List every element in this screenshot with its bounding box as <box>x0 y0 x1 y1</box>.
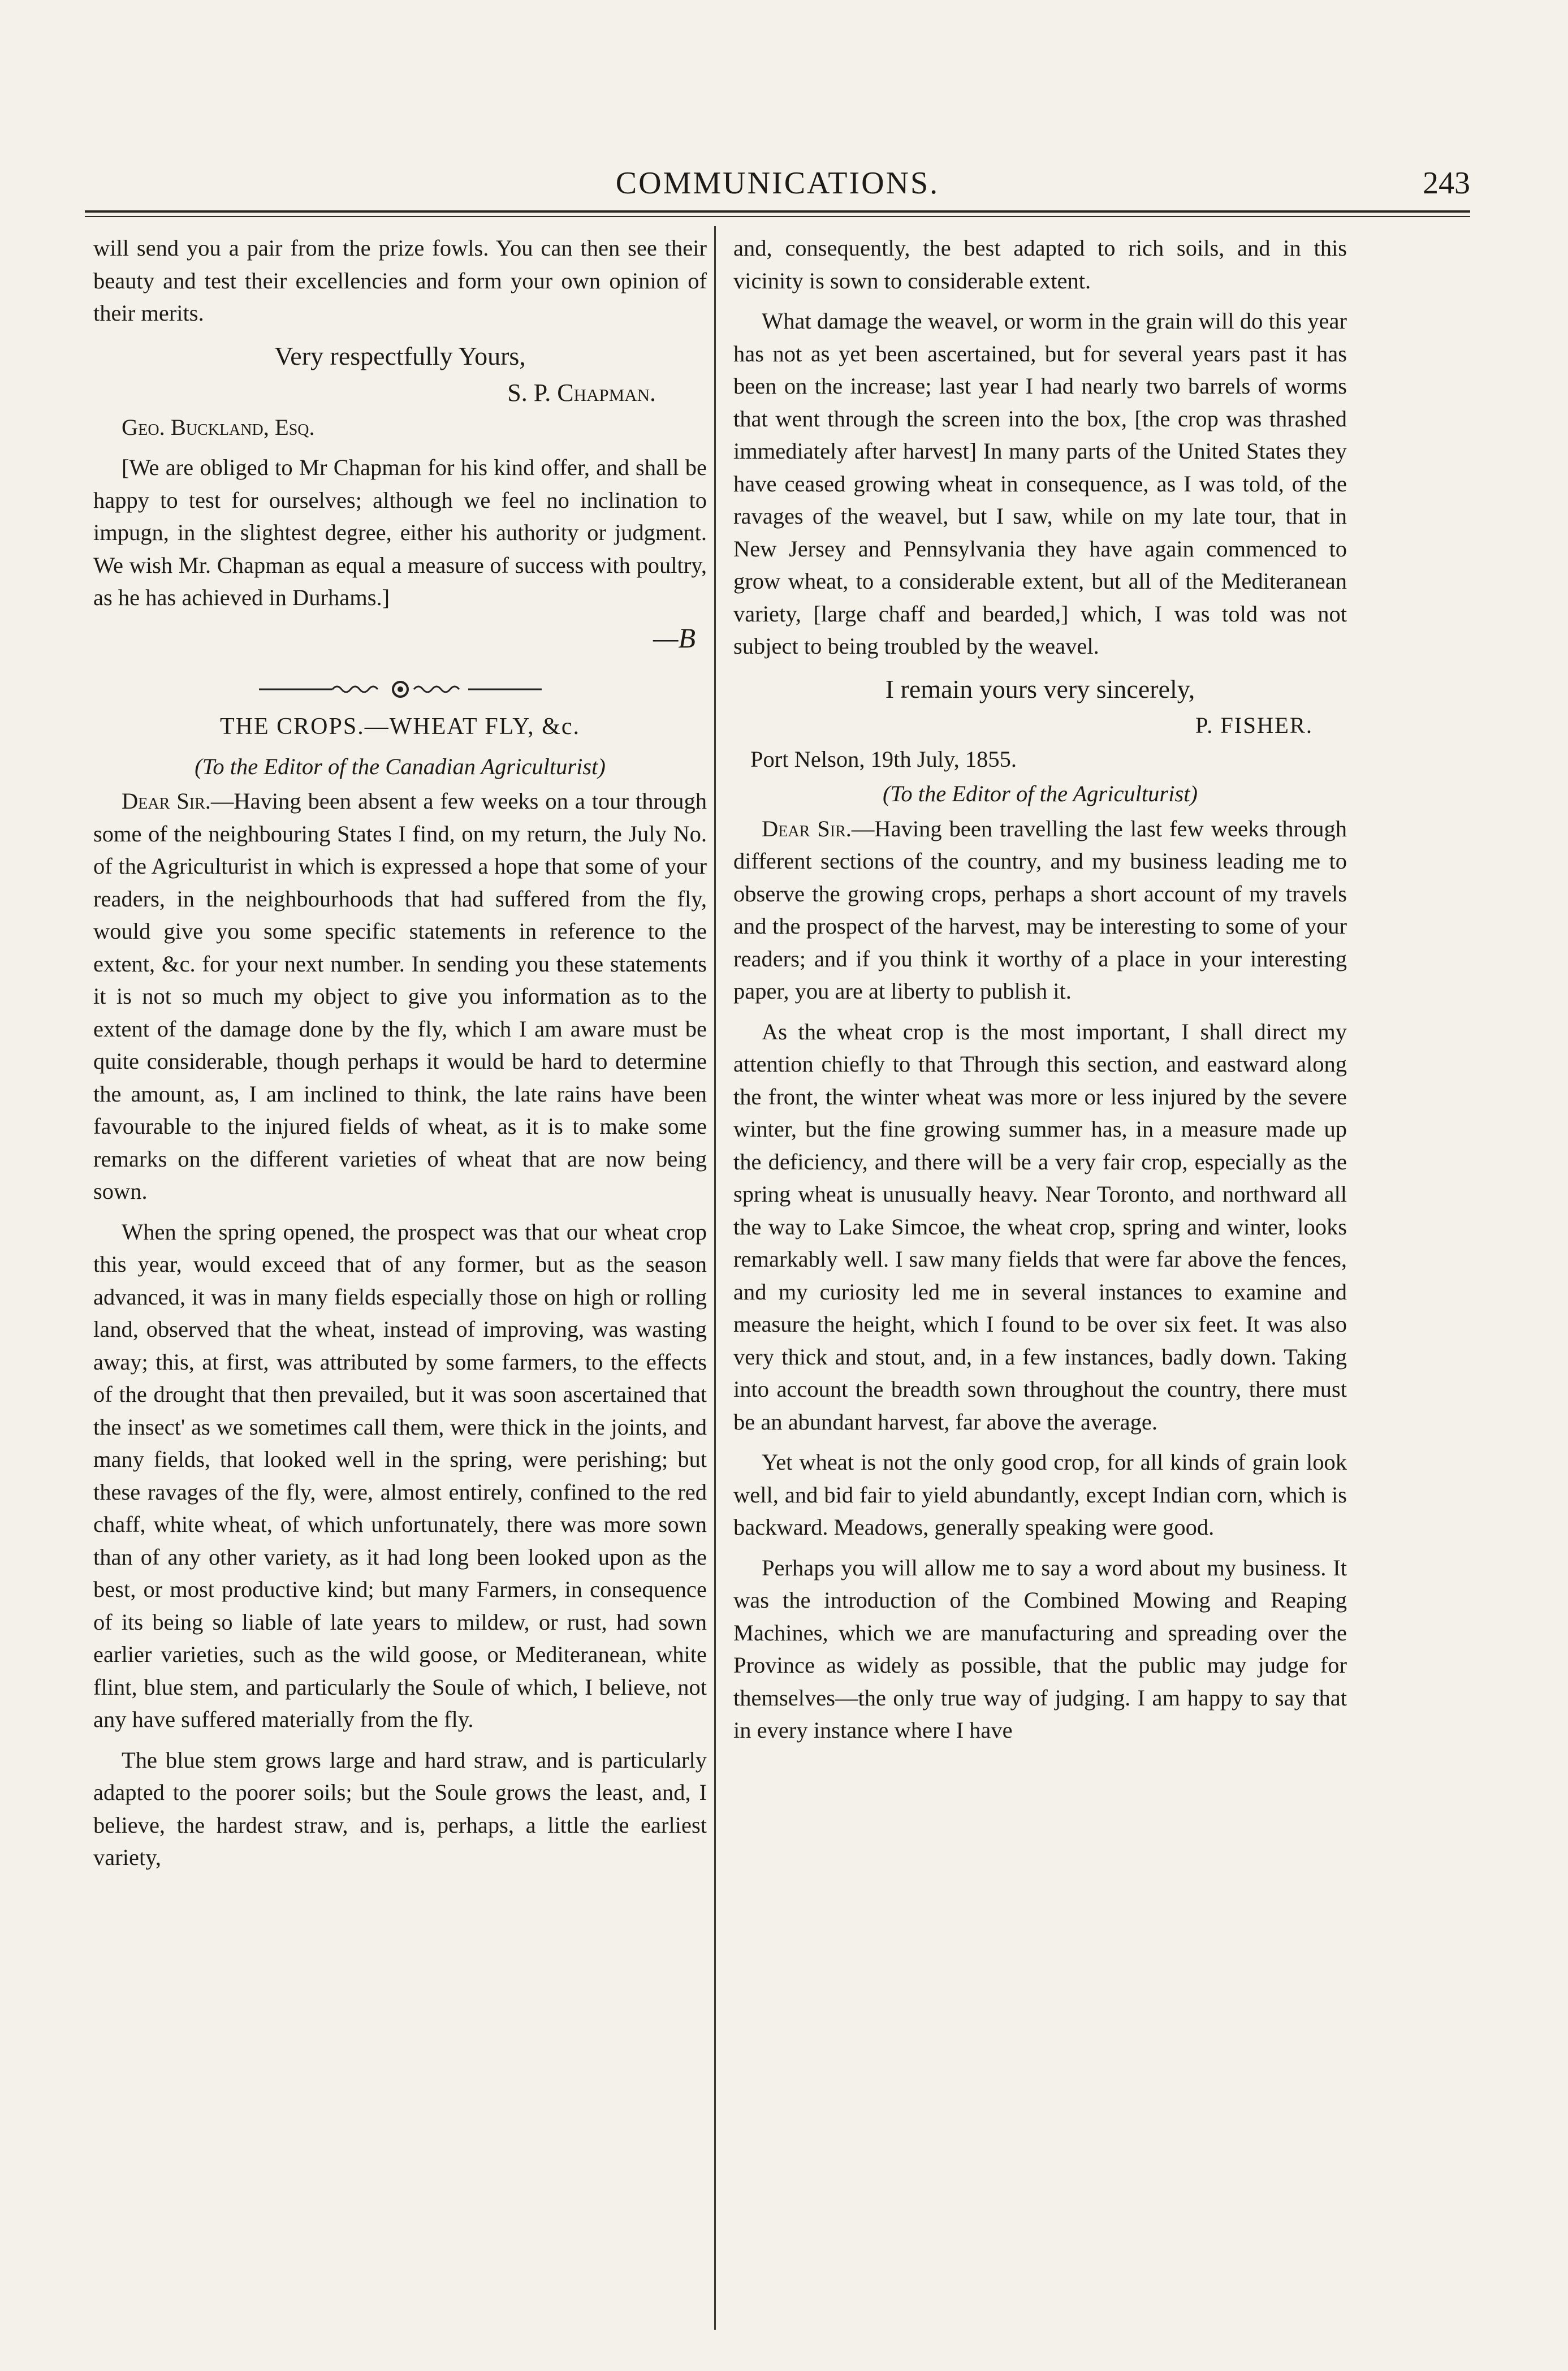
running-header <box>85 165 1470 210</box>
paragraph: The blue stem grows large and hard straw, and is particularly adapted to the poorer soils; but the Soule grows the least, and, I believe, the hardest straw, and is, perhaps, a little the earliest variety, <box>93 1747 707 1870</box>
ornament-icon <box>253 678 547 701</box>
paragraph: Perhaps you will allow me to say a word about my business. It was the introduction of the Combined Mowing and Reaping Machines, which we are manufacturing and spreading over the Province as widely as possible, that the public may judge for themselves—the only true way of judging. I am happy to say that in every instance where I have <box>733 1554 1347 1743</box>
ornament-divider <box>93 677 707 699</box>
paragraph: Yet wheat is not the only good crop, for all kinds of grain look well, and bid fair to yield abundantly, except Indian corn, which is backward. Meadows, generally speaking were good. <box>733 1449 1347 1540</box>
paragraph: will send you a pair from the prize fowls. You can then see their beauty and test their excellencies and form your own opinion of their merits. <box>93 235 707 326</box>
column-divider <box>714 226 716 2330</box>
editor-note: [We are obliged to Mr Chapman for his kind offer, and shall be happy to test for ourselves; although we feel no inclination to impugn, in the slightest degree, either his authority or judgment. We wish Mr. Chapman as equal a measure of success with poultry, as he has achieved in Durhams.] <box>93 455 707 610</box>
closing-line: I remain yours very sincerely, <box>885 674 1195 703</box>
paragraph-text: —Having been absent a few weeks on a tour through some of the neighbouring States I find, on my return, the July No. of the Agriculturist in which is expressed a hope that some of your readers, in the neighbourhoods that had suffered from the fly, would give you some specific statements in reference to the extent, &c. for your next number. In sending you these statements it is not so much my object to give you information as to the extent of the damage done by the fly, which I am aware must be quite considerable, though perhaps it would be hard to determine the amount, as, I am inclined to think, the late rains have been favourable to the injured fields of wheat, as it is to make some remarks on the different varieties of wheat that are now being sown. <box>93 788 707 1204</box>
page-number: 243 <box>1423 166 1470 201</box>
paragraph: and, consequently, the best adapted to rich soils, and in this vicinity is sown to considerable extent. <box>733 235 1347 293</box>
running-title: COMMUNICATIONS. <box>615 166 940 201</box>
right-column <box>733 232 1347 1755</box>
editor-initial: —B <box>653 621 696 654</box>
paragraph: As the wheat crop is the most important, I shall direct my attention chiefly to that Through this section, and eastward along the front, the winter wheat was more or less injured by the severe winter, but the fine growing summer has, in a measure made up the deficiency, and there will be a very fair crop, especially as the spring wheat is unusually heavy. Near Toronto, and northward all the way to Lake Simcoe, the wheat crop, spring and winter, looks remarkably well. I saw many fields that were far above the fences, and my curiosity led me in several instances to examine and measure the height, which I found to be over six feet. It was also very thick and stout, and, in a few instances, badly down. Taking into account the breadth sown throughout the country, there must be an abundant harvest, far above the average. <box>733 1018 1347 1435</box>
dear-sir: Dear Sir. <box>762 815 852 841</box>
paragraph: When the spring opened, the prospect was that our wheat crop this year, would exceed that of any former, but as the season advanced, it was in many fields especially those on high or rolling land, observed that the wheat, instead of improving, was wasting away; this, at first, was attributed by some farmers, to the effects of the drought that then prevailed, but it was soon ascertained that the insect' as we sometimes call them, were thick in the joints, and many fields, that looked well in the spring, were perishing; but these ravages of the fly, were, almost entirely, confined to the red chaff, white wheat, of which unfortunately, there was more sown than of any other variety, as it had long been looked upon as the best, or most productive kind; but many Farmers, in consequence of its being so liable of late years to mildew, or rust, had sown earlier varieties, such as the wild goose, or Mediteranean, white flint, blue stem, and particularly the Soule of which, I believe, not any have suffered materially from the fly. <box>93 1219 707 1732</box>
left-column <box>93 232 707 1882</box>
letter-paragraph <box>93 785 707 1208</box>
header-rule <box>85 210 1470 213</box>
paragraph-text: —Having been travelling the last few weeks through different sections of the country, and my business leading me to observe the growing crops, perhaps a short account of my travels and the prospect of the harvest, may be interesting to some of your readers; and if you think it worthy of a place in your interesting paper, you are at liberty to publish it. <box>733 815 1347 1004</box>
editor-salutation: (To the Editor of the Agriculturist) <box>883 781 1198 806</box>
signature: P. FISHER. <box>1195 712 1313 738</box>
letter-paragraph <box>733 813 1347 1008</box>
section-title: THE CROPS.—WHEAT FLY, &c. <box>220 714 580 740</box>
dateline: Port Nelson, 19th July, 1855. <box>750 746 1017 772</box>
closing-line: Very respectfully Yours, <box>274 341 526 370</box>
header-rule-thin <box>85 216 1470 217</box>
paragraph: What damage the weavel, or worm in the grain will do this year has not as yet been ascertained, but for several years past it has been on the increase; last year I had nearly two barrels of worms that went through the screen into the box, [the crop was thrashed immediately after harvest] In many parts of the United States they have ceased growing wheat in consequence, as I was told, of the ravages of the weavel, but I saw, while on my late tour, that in New Jersey and Pennsylvania they have again commenced to grow wheat, to a considerable extent, but all of the Mediteranean variety, [large chaff and bearded,] which, I was told was not subject to being troubled by the weavel. <box>733 308 1347 659</box>
addressee: Geo. Buckland, Esq. <box>122 414 315 440</box>
dear-sir: Dear Sir. <box>122 788 211 814</box>
signature: S. P. Chapman. <box>507 378 656 407</box>
editor-salutation: (To the Editor of the Canadian Agriculturist) <box>195 753 606 779</box>
